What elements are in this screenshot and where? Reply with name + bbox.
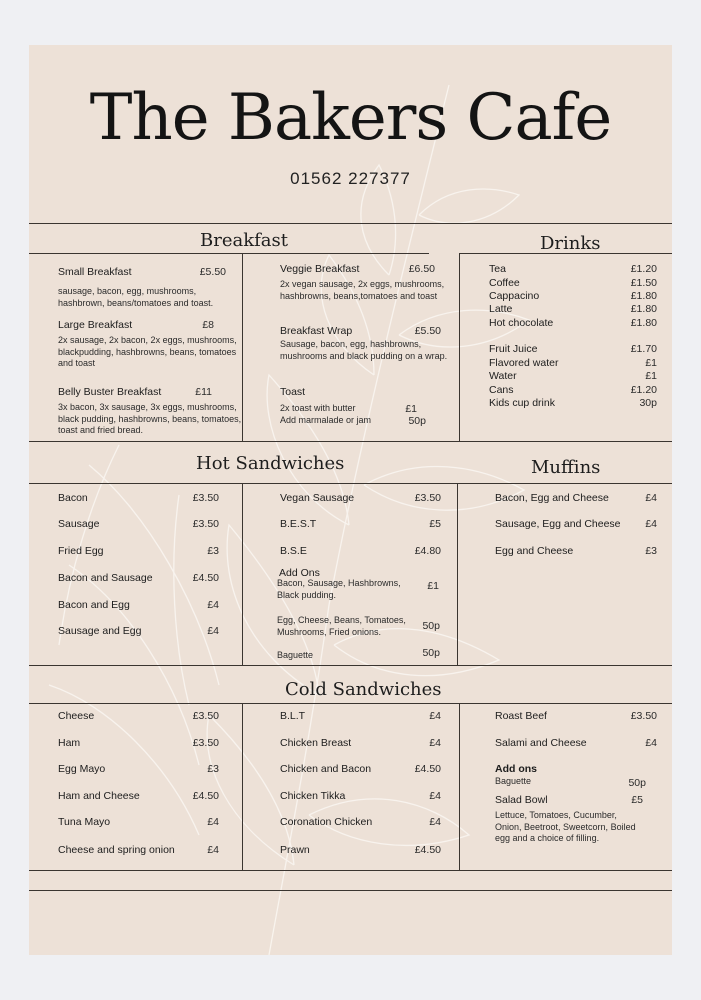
section-title-hot-sandwiches: Hot Sandwiches: [196, 453, 345, 474]
menu-item-price: £1.20: [630, 384, 657, 396]
menu-item-name: Water: [489, 370, 517, 382]
menu-item-name: Hot chocolate: [489, 317, 554, 329]
menu-item-name: Salad Bowl: [495, 794, 548, 806]
menu-item-name: Prawn: [280, 844, 310, 856]
menu-item-price: £4: [429, 790, 441, 802]
menu-item-price: £4: [429, 737, 441, 749]
column-divider: [459, 253, 460, 441]
menu-item-price: £5.50: [199, 266, 226, 278]
column-divider: [459, 703, 460, 870]
menu-item-price: £4: [645, 518, 657, 530]
menu-item-name: Chicken Breast: [280, 737, 352, 749]
menu-item-name: B.L.T: [280, 710, 306, 722]
menu-item-price: £1.80: [630, 303, 657, 315]
menu-item-price: £1.50: [630, 277, 657, 289]
menu-item-price: £1.80: [630, 317, 657, 329]
menu-item-name: Fried Egg: [58, 545, 104, 557]
section-title-drinks: Drinks: [540, 233, 601, 254]
menu-item-price: £4.50: [414, 844, 441, 856]
menu-item-price: £3.50: [630, 710, 657, 722]
menu-item-price: £4: [207, 625, 219, 637]
menu-item-name: Salami and Cheese: [495, 737, 587, 749]
divider-line: [29, 870, 672, 871]
addons-title: Add ons: [495, 763, 537, 775]
menu-item-price: £5: [631, 794, 643, 806]
menu-item-price: £5: [429, 518, 441, 530]
divider-line: [29, 665, 672, 666]
menu-item-name: Bacon: [58, 492, 88, 504]
menu-item-name: Chicken Tikka: [280, 790, 346, 802]
menu-item-price: £1.80: [630, 290, 657, 302]
menu-item-price: £4.50: [192, 572, 219, 584]
menu-item-name: Tuna Mayo: [58, 816, 111, 828]
menu-item-description: Sausage, bacon, egg, hashbrowns, mushrooms and black pudding on a wrap.: [280, 339, 448, 361]
menu-item-name: Roast Beef: [495, 710, 547, 722]
phone-number: 01562 227377: [290, 169, 411, 188]
menu-item-name: Coronation Chicken: [280, 816, 373, 828]
addon-price: 50p: [422, 647, 440, 659]
column-divider: [242, 703, 243, 870]
menu-item-name: Bacon, Egg and Cheese: [495, 492, 609, 504]
menu-item-name: Breakfast Wrap: [280, 325, 353, 337]
divider-line: [29, 253, 429, 254]
menu-item-name: Veggie Breakfast: [280, 263, 360, 275]
addon-name: Baguette: [495, 776, 532, 786]
menu-item-name: Cheese and spring onion: [58, 844, 175, 856]
menu-item-name: B.E.S.T: [280, 518, 317, 530]
menu-item-price: £3.50: [192, 710, 219, 722]
menu-item-name: Fruit Juice: [489, 343, 538, 355]
menu-item-price: £1: [645, 370, 657, 382]
menu-item-name: Large Breakfast: [58, 319, 133, 331]
divider-line: [29, 483, 672, 484]
addon-price: £1: [427, 580, 439, 592]
menu-item-description: 2x vegan sausage, 2x eggs, mushrooms, hashbrowns, beans,tomatoes and toast: [280, 279, 445, 301]
menu-item-description: 2x sausage, 2x bacon, 2x eggs, mushrooms, blackpudding, hashbrowns, beans, tomatoes and toast: [58, 335, 237, 368]
menu-item-price: £5.50: [414, 325, 441, 337]
menu-item-price: £3.50: [414, 492, 441, 504]
menu-item-price: £4: [207, 599, 219, 611]
toast-option: Add marmalade or jam: [280, 415, 372, 425]
divider-line: [29, 703, 672, 704]
menu-item-price: £4.50: [414, 763, 441, 775]
column-divider: [457, 483, 458, 665]
addons-title: Add Ons: [279, 567, 320, 579]
menu-item-name: Small Breakfast: [58, 266, 132, 278]
addon-description: Egg, Cheese, Beans, Tomatoes, Mushrooms, Fried onions.: [277, 615, 406, 637]
menu-item-price: £4.50: [192, 790, 219, 802]
toast-option: 2x toast with butter: [280, 403, 356, 413]
menu-item-price: £4: [207, 844, 219, 856]
menu-item-name: Bacon and Egg: [58, 599, 130, 611]
menu-item-name: Latte: [489, 303, 513, 315]
menu-item-name: Sausage, Egg and Cheese: [495, 518, 621, 530]
toast-option-price: £1: [405, 403, 417, 415]
section-title-muffins: Muffins: [531, 457, 601, 478]
menu-item-name: Bacon and Sausage: [58, 572, 153, 584]
menu-item-price: £4: [645, 737, 657, 749]
section-title-cold-sandwiches: Cold Sandwiches: [285, 679, 442, 700]
menu-item-name: Ham: [58, 737, 81, 749]
menu-item-price: £1: [645, 357, 657, 369]
menu-item-name: Vegan Sausage: [280, 492, 355, 504]
menu-item-price: £4: [429, 710, 441, 722]
divider-line: [29, 223, 672, 224]
menu-item-price: £3.50: [192, 737, 219, 749]
menu-item-name: Chicken and Bacon: [280, 763, 372, 775]
addon-price: 50p: [422, 620, 440, 632]
menu-item-price: £3: [207, 545, 219, 557]
menu-item-name: B.S.E: [280, 545, 307, 557]
cafe-title: The Bakers Cafe: [89, 81, 612, 155]
menu-item-name: Tea: [489, 263, 506, 275]
menu-page: [29, 45, 672, 955]
menu-item-name: Kids cup drink: [489, 397, 555, 409]
addon-description: Bacon, Sausage, Hashbrowns, Black pudding.: [277, 578, 401, 600]
menu-item-price: £4: [429, 816, 441, 828]
menu-item-price: £11: [195, 386, 212, 398]
menu-item-price: £3.50: [192, 518, 219, 530]
menu-item-price: £8: [202, 319, 214, 331]
menu-item-name: Egg Mayo: [58, 763, 106, 775]
menu-item-price: £1.20: [630, 263, 657, 275]
menu-item-name: Sausage: [58, 518, 100, 530]
menu-item-price: £4: [645, 492, 657, 504]
divider-line: [29, 441, 672, 442]
divider-line: [29, 890, 672, 891]
menu-item-price: £3: [645, 545, 657, 557]
menu-item-price: £4: [207, 816, 219, 828]
addon-price: 50p: [628, 777, 646, 789]
column-divider: [242, 483, 243, 665]
menu-item-name: Cappacino: [489, 290, 540, 302]
menu-item-name: Toast: [280, 386, 306, 398]
menu-item-price: 30p: [639, 397, 657, 409]
menu-item-name: Ham and Cheese: [58, 790, 140, 802]
menu-item-name: Sausage and Egg: [58, 625, 142, 637]
menu-item-name: Cans: [489, 384, 514, 396]
addon-description: Baguette: [277, 650, 314, 660]
menu-item-price: £1.70: [630, 343, 657, 355]
menu-item-description: Lettuce, Tomatoes, Cucumber, Onion, Beetroot, Sweetcorn, Boiled egg and a choice of filling.: [495, 810, 636, 843]
menu-item-description: sausage, bacon, egg, mushrooms, hashbrown, beans/tomatoes and toast.: [58, 286, 214, 308]
menu-item-price: £6.50: [408, 263, 435, 275]
menu-item-price: £3: [207, 763, 219, 775]
menu-item-price: £4.80: [414, 545, 441, 557]
menu-item-name: Flavored water: [489, 357, 559, 369]
menu-item-name: Coffee: [489, 277, 520, 289]
menu-item-name: Belly Buster Breakfast: [58, 386, 162, 398]
section-title-breakfast: Breakfast: [200, 230, 288, 251]
menu-item-name: Egg and Cheese: [495, 545, 574, 557]
menu-item-name: Cheese: [58, 710, 95, 722]
menu-item-description: 3x bacon, 3x sausage, 3x eggs, mushrooms, black pudding, hashbrowns, beans, tomatoes, toast and fried bread.: [58, 402, 242, 435]
toast-option-price: 50p: [408, 415, 426, 427]
menu-item-price: £3.50: [192, 492, 219, 504]
